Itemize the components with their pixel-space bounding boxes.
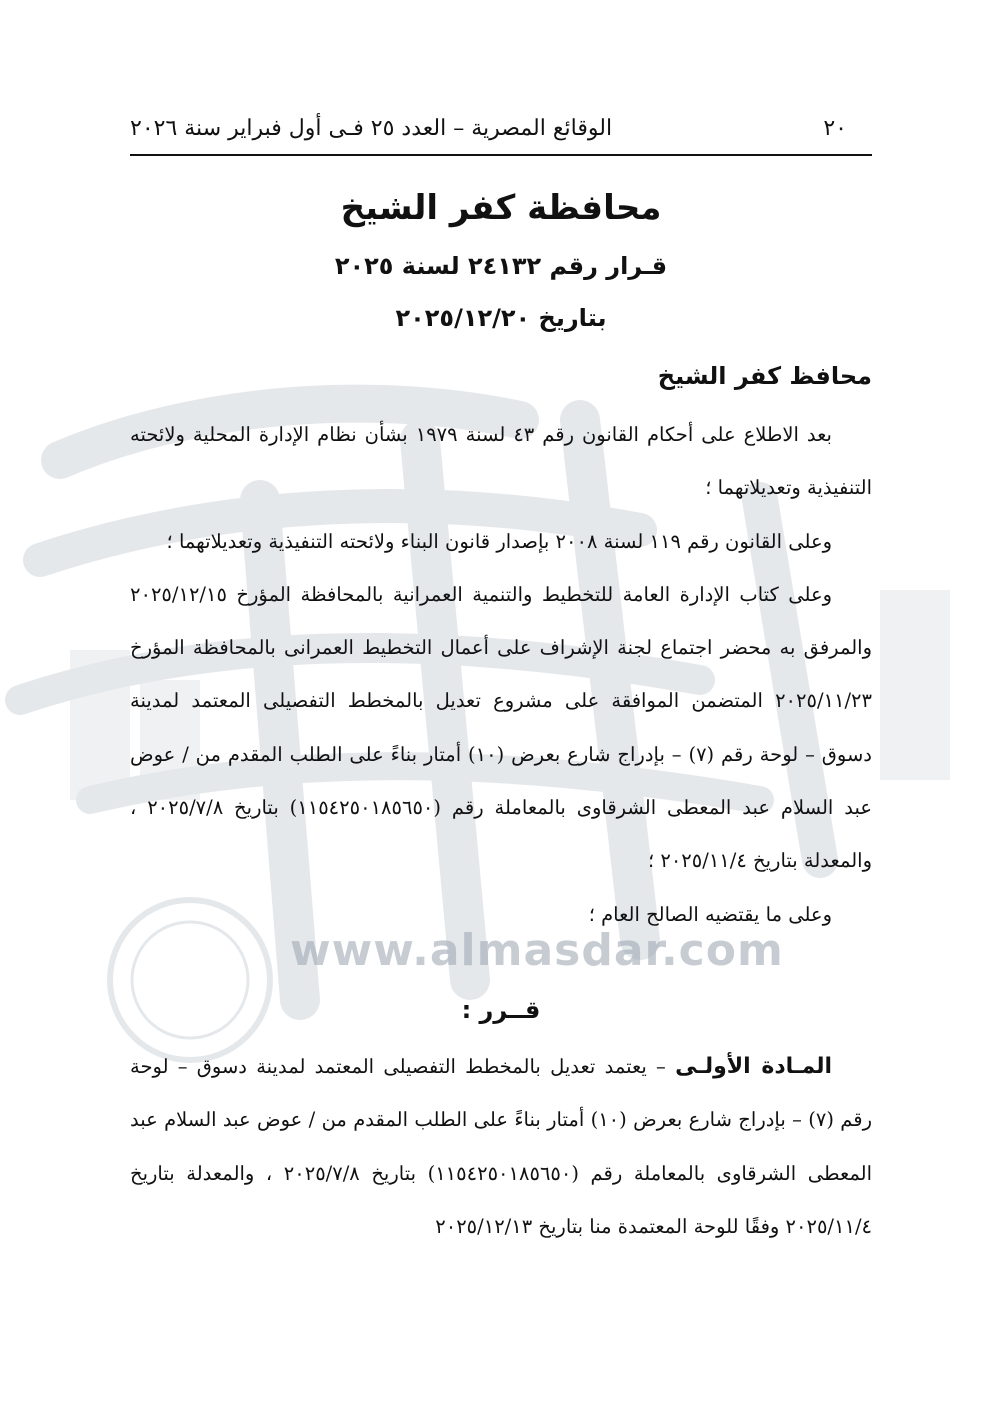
watermark-url: www.almasdar.com [290, 925, 784, 976]
article-one-title: المـادة الأولـى [675, 1054, 833, 1079]
decision-heading: قــرر : [461, 996, 541, 1024]
decree-number: قـرار رقم ٢٤١٣٢ لسنة ٢٠٢٥ [334, 252, 668, 280]
governor-heading: محافظ كفر الشيخ [657, 362, 872, 390]
gazette-issue: الوقائع المصرية – العدد ٢٥ فـى أول فبراير سنة ٢٠٢٦ [130, 116, 613, 141]
preamble-paragraph: وعلى ما يقتضيه الصالح العام ؛ [588, 902, 832, 926]
page-number: ٢٠ [823, 116, 847, 141]
preamble-paragraph: وعلى كتاب الإدارة العامة للتخطيط والتنمية العمرانية بالمحافظة المؤرخ ٢٠٢٥/١٢/١٥ والمرفق به محضر اجتماع لجنة الإشراف على أعمال التخطيط العمرانى بالمحافظة المؤرخ ٢٠٢٥/١١/٢٣ المتضمن الموافقة على مشروع تعديل بالمخطط التفصيلى المعتمد لمدينة دسوق – لوحة رقم (٧) – بإدراج شارع بعرض (١٠) أمتار بناءً على الطلب المقدم من / عوض عبد السلام عبد المعطى الشرقاوى بالمعاملة رقم (١١٥٤٢٥٠١٨٥٦٥٠) بتاريخ ٢٠٢٥/٧/٨ ، والمعدلة بتاريخ ٢٠٢٥/١١/٤ ؛ [130, 582, 872, 873]
preamble-paragraph: بعد الاطلاع على أحكام القانون رقم ٤٣ لسنة ١٩٧٩ بشأن نظام الإدارة المحلية ولائحته التنفيذية وتعديلاتهما ؛ [130, 423, 872, 500]
decree-date: بتاريخ ٢٠٢٥/١٢/٢٠ [395, 304, 607, 332]
preamble-paragraph: وعلى القانون رقم ١١٩ لسنة ٢٠٠٨ بإصدار قانون البناء ولائحته التنفيذية وتعديلاتهما ؛ [166, 529, 832, 553]
governorate-title: محافظة كفر الشيخ [340, 188, 662, 228]
page-header [130, 114, 872, 156]
article-one-text: – يعتمد تعديل بالمخطط التفصيلى المعتمد لمدينة دسوق – لوحة رقم (٧) – بإدراج شارع بعرض (١٠) أمتار بناءً على الطلب المقدم من / عوض عبد السلام عبد المعطى الشرقاوى بالمعاملة رقم (١١٥٤٢٥٠١٨٥٦٥٠) بتاريخ ٢٠٢٥/٧/٨ ، والمعدلة بتاريخ ٢٠٢٥/١١/٤ وفقًا للوحة المعتمدة منا بتاريخ ٢٠٢٥/١٢/١٣ [130, 1055, 873, 1238]
preamble [130, 408, 872, 941]
article-one [130, 1040, 872, 1253]
